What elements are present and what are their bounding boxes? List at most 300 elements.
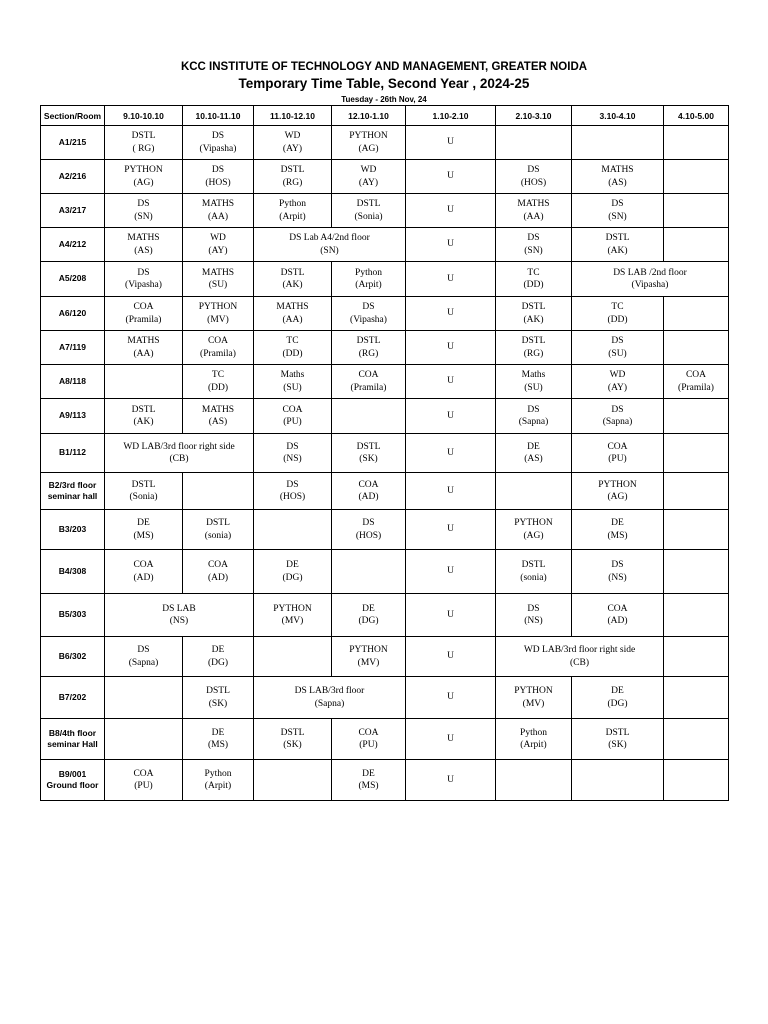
subject-label: U: [447, 651, 454, 662]
faculty-label: (Vipasha): [631, 280, 669, 290]
subject-label: DS: [137, 199, 150, 210]
table-row: [41, 719, 729, 760]
faculty-label: (SN): [134, 211, 153, 222]
empty-cell: [664, 194, 729, 228]
faculty-label: (Pramila): [200, 348, 236, 359]
faculty-label: (NS): [524, 616, 543, 626]
section-room-cell: [41, 160, 105, 194]
subject-label: WD: [360, 165, 377, 176]
class-cell: [496, 365, 572, 399]
class-cell: [183, 719, 254, 760]
subject-label: U: [447, 342, 454, 353]
class-cell: [496, 550, 572, 594]
table-row: [41, 550, 729, 594]
subject-label: MATHS: [517, 199, 550, 210]
subject-label: DE: [611, 686, 624, 697]
subject-label: DS: [362, 518, 375, 529]
subject-label: COA: [207, 560, 229, 571]
subject-label: WD: [609, 370, 626, 381]
faculty-label: (DD): [282, 348, 303, 359]
faculty-label: (MV): [207, 314, 229, 325]
class-cell: [496, 228, 572, 262]
subject-label: DS LAB: [162, 603, 196, 614]
subject-label: DSTL: [131, 479, 156, 490]
faculty-label: (RG): [282, 177, 303, 188]
faculty-label: (MS): [607, 530, 628, 541]
class-cell: [572, 160, 664, 194]
subject-label: DE: [211, 645, 225, 656]
subject-label: DE: [286, 560, 299, 571]
class-cell: [105, 194, 183, 228]
faculty-label: (Sapna): [128, 657, 159, 668]
class-cell: [332, 434, 406, 473]
section-room-cell: [41, 331, 105, 365]
subject-label: COA: [282, 404, 303, 415]
class-cell: [254, 594, 332, 637]
section-room-cell: [41, 399, 105, 434]
section-room-label: B9/001: [58, 768, 87, 779]
faculty-label: (Pramila): [125, 314, 162, 325]
faculty-label: (DD): [523, 280, 544, 290]
subject-label: MATHS: [127, 233, 160, 244]
subject-label: COA: [685, 370, 707, 381]
class-cell: [332, 637, 406, 677]
class-cell: [183, 160, 254, 194]
faculty-label: (AY): [607, 382, 628, 393]
subject-label: U: [447, 774, 454, 785]
subject-label: DE: [211, 727, 225, 738]
section-room-cell: [41, 228, 105, 262]
section-room-label: A6/120: [58, 307, 87, 318]
class-cell: [496, 510, 572, 550]
class-cell: [496, 160, 572, 194]
class-cell: [406, 637, 496, 677]
column-header-timeslot: 12.10-1.10: [332, 106, 406, 126]
class-cell: [332, 331, 406, 365]
faculty-label: (SU): [208, 280, 228, 290]
class-cell: [572, 297, 664, 331]
class-cell: [406, 719, 496, 760]
empty-cell: [664, 677, 729, 719]
class-cell: [332, 126, 406, 160]
subject-label: U: [447, 524, 454, 535]
faculty-label: (HOS): [279, 492, 306, 502]
class-cell: [406, 760, 496, 801]
faculty-label: (SK): [283, 740, 302, 750]
section-room-cell: [41, 473, 105, 510]
subject-label: TC: [286, 336, 299, 347]
empty-cell: [254, 637, 332, 677]
subject-label: U: [447, 205, 454, 216]
faculty-label: (DG): [207, 657, 229, 668]
class-cell: [572, 510, 664, 550]
class-cell: [254, 550, 332, 594]
subject-label: DS Lab A4/2nd floor: [289, 233, 370, 244]
class-cell: [105, 399, 183, 434]
class-cell: [254, 719, 332, 760]
class-cell: [496, 637, 664, 677]
table-row: [41, 510, 729, 550]
faculty-label: (AD): [133, 572, 154, 583]
subject-label: DSTL: [605, 727, 630, 738]
empty-cell: [496, 126, 572, 160]
subject-label: U: [447, 447, 454, 458]
table-row: [41, 594, 729, 637]
subject-label: DS: [527, 404, 540, 415]
section-room-cell: [41, 677, 105, 719]
empty-cell: [496, 760, 572, 801]
subject-label: DS: [527, 165, 540, 176]
section-room-label: A5/208: [58, 273, 87, 284]
faculty-label: (Arpit): [520, 740, 547, 750]
subject-label: DS: [611, 336, 624, 347]
section-room-label: seminar hall: [47, 491, 98, 501]
faculty-label: (SU): [608, 348, 627, 359]
class-cell: [332, 160, 406, 194]
section-room-cell: [41, 434, 105, 473]
subject-label: PYTHON: [349, 645, 388, 656]
subject-label: DE: [611, 518, 624, 529]
class-cell: [254, 297, 332, 331]
class-cell: [183, 228, 254, 262]
subject-label: COA: [607, 603, 628, 614]
faculty-label: (NS): [169, 616, 189, 626]
class-cell: [105, 473, 183, 510]
class-cell: [254, 434, 332, 473]
section-room-cell: [41, 550, 105, 594]
class-cell: [183, 399, 254, 434]
subject-label: MATHS: [201, 267, 235, 278]
faculty-label: (AK): [523, 314, 544, 325]
subject-label: DSTL: [356, 441, 381, 452]
subject-label: DS LAB/3rd floor: [294, 686, 365, 697]
faculty-label: (AD): [358, 492, 379, 502]
class-cell: [105, 126, 183, 160]
institute-name: KCC INSTITUTE OF TECHNOLOGY AND MANAGEMENT, GREATER NOIDA: [180, 61, 588, 73]
empty-cell: [664, 473, 729, 510]
table-row: [41, 473, 729, 510]
class-cell: [406, 126, 496, 160]
column-header-timeslot: 1.10-2.10: [406, 106, 496, 126]
subject-label: PYTHON: [198, 302, 238, 313]
class-cell: [105, 262, 183, 297]
empty-cell: [183, 473, 254, 510]
empty-cell: [664, 228, 729, 262]
section-room-cell: [41, 126, 105, 160]
subject-label: U: [447, 692, 454, 703]
subject-label: DS: [527, 603, 540, 614]
faculty-label: (HOS): [520, 177, 547, 188]
faculty-label: (PU): [283, 417, 302, 427]
class-cell: [572, 331, 664, 365]
subject-label: U: [447, 376, 454, 387]
subject-label: WD: [284, 131, 301, 142]
subject-label: DS: [137, 267, 150, 278]
subject-label: DSTL: [280, 267, 305, 278]
class-cell: [406, 262, 496, 297]
section-room-label: B4/308: [58, 565, 87, 576]
class-cell: [105, 594, 254, 637]
subject-label: COA: [133, 302, 154, 313]
subject-label: Maths: [280, 370, 305, 381]
section-room-label: A4/212: [58, 238, 87, 249]
empty-cell: [572, 760, 664, 801]
class-cell: [105, 637, 183, 677]
faculty-label: (sonia): [204, 530, 232, 541]
class-cell: [406, 194, 496, 228]
subject-label: DS: [611, 199, 624, 210]
faculty-label: (AG): [523, 530, 544, 541]
faculty-label: (AS): [524, 454, 543, 464]
subject-label: DE: [362, 768, 375, 779]
subject-label: DS LAB /2nd floor: [613, 267, 687, 278]
class-cell: [496, 331, 572, 365]
empty-cell: [664, 637, 729, 677]
faculty-label: (AD): [607, 616, 628, 626]
class-cell: [254, 194, 332, 228]
class-cell: [406, 434, 496, 473]
class-cell: [332, 473, 406, 510]
class-cell: [332, 297, 406, 331]
faculty-label: (SU): [283, 382, 302, 393]
section-room-cell: [41, 194, 105, 228]
faculty-label: (CB): [169, 454, 189, 464]
faculty-label: (AY): [282, 143, 303, 154]
column-header-timeslot: 4.10-5.00: [664, 106, 729, 126]
section-room-label: A9/113: [59, 410, 86, 421]
class-cell: [572, 228, 664, 262]
subject-label: DS: [362, 302, 375, 313]
class-cell: [183, 550, 254, 594]
subject-label: DS: [611, 560, 624, 571]
class-cell: [105, 760, 183, 801]
faculty-label: (DG): [358, 616, 379, 626]
faculty-label: (AG): [133, 177, 154, 188]
empty-cell: [496, 473, 572, 510]
class-cell: [332, 760, 406, 801]
class-cell: [664, 365, 729, 399]
class-cell: [183, 677, 254, 719]
subject-label: COA: [207, 336, 229, 347]
column-header-timeslot: 2.10-3.10: [496, 106, 572, 126]
faculty-label: (MV): [357, 657, 380, 668]
section-room-label: A7/119: [59, 341, 86, 352]
subject-label: DSTL: [521, 336, 546, 347]
empty-cell: [254, 510, 332, 550]
faculty-label: (AS): [608, 177, 627, 188]
column-header-section-room: Section/Room: [41, 106, 105, 126]
subject-label: DE: [137, 518, 150, 529]
subject-label: DS: [137, 645, 150, 656]
faculty-label: (HOS): [355, 530, 382, 541]
class-cell: [254, 473, 332, 510]
faculty-label: (sonia): [520, 572, 547, 583]
class-cell: [254, 228, 406, 262]
class-cell: [572, 262, 729, 297]
faculty-label: (SK): [608, 740, 627, 750]
class-cell: [105, 228, 183, 262]
subject-label: DSTL: [206, 686, 230, 697]
faculty-label: (Sapna): [518, 417, 549, 427]
empty-cell: [664, 331, 729, 365]
class-cell: [572, 399, 664, 434]
header-row: [41, 106, 729, 126]
subject-label: WD: [210, 233, 226, 244]
subject-label: MATHS: [201, 199, 235, 210]
subject-label: PYTHON: [124, 165, 163, 176]
subject-label: DS: [611, 404, 624, 415]
class-cell: [332, 262, 406, 297]
class-cell: [183, 760, 254, 801]
faculty-label: (DD): [207, 382, 229, 393]
class-cell: [105, 297, 183, 331]
subject-label: Python: [279, 199, 306, 210]
class-cell: [496, 194, 572, 228]
subject-label: U: [447, 609, 454, 620]
table-row: [41, 677, 729, 719]
class-cell: [406, 473, 496, 510]
table-row: [41, 194, 729, 228]
class-cell: [496, 399, 572, 434]
empty-cell: [664, 594, 729, 637]
subject-label: U: [447, 273, 454, 284]
faculty-label: (Vipasha): [199, 143, 237, 154]
class-cell: [572, 719, 664, 760]
class-cell: [183, 510, 254, 550]
section-room-cell: [41, 365, 105, 399]
class-cell: [406, 510, 496, 550]
subject-label: DSTL: [605, 233, 630, 244]
subject-label: DS: [527, 233, 540, 244]
empty-cell: [664, 160, 729, 194]
faculty-label: (MV): [281, 616, 304, 626]
section-room-cell: [41, 719, 105, 760]
faculty-label: (SU): [524, 382, 543, 393]
timetable: [40, 105, 729, 801]
class-cell: [496, 677, 572, 719]
section-room-cell: [41, 760, 105, 801]
subject-label: DS: [211, 131, 225, 142]
faculty-label: (NS): [608, 572, 627, 583]
subject-label: U: [447, 137, 454, 148]
class-cell: [406, 297, 496, 331]
faculty-label: (NS): [283, 454, 302, 464]
faculty-label: (AA): [523, 211, 544, 222]
table-row: [41, 399, 729, 434]
class-cell: [406, 550, 496, 594]
subject-label: COA: [358, 479, 379, 490]
faculty-label: (Vipasha): [125, 280, 162, 290]
table-row: [41, 228, 729, 262]
class-cell: [572, 677, 664, 719]
subject-label: TC: [527, 267, 540, 278]
table-row: [41, 262, 729, 297]
class-cell: [572, 594, 664, 637]
empty-cell: [332, 399, 406, 434]
class-cell: [105, 160, 183, 194]
section-room-label: B7/202: [58, 691, 87, 702]
section-room-label: Ground floor: [46, 780, 99, 790]
subject-label: Python: [355, 267, 382, 278]
subject-label: PYTHON: [514, 686, 553, 697]
class-cell: [406, 594, 496, 637]
section-room-label: A2/216: [58, 170, 87, 181]
faculty-label: (PU): [359, 740, 378, 750]
empty-cell: [254, 760, 332, 801]
subject-label: DSTL: [521, 560, 546, 571]
faculty-label: (SK): [359, 454, 378, 464]
empty-cell: [105, 677, 183, 719]
subject-label: DSTL: [521, 302, 546, 313]
class-cell: [496, 262, 572, 297]
table-row: [41, 126, 729, 160]
subject-label: U: [447, 171, 454, 182]
subject-label: DS: [286, 441, 299, 452]
faculty-label: (RG): [358, 348, 379, 359]
subject-label: DSTL: [356, 336, 381, 347]
class-cell: [572, 365, 664, 399]
faculty-label: (DG): [282, 572, 303, 583]
section-room-label: B1/112: [59, 447, 86, 458]
subject-label: COA: [133, 560, 154, 571]
subject-label: COA: [358, 727, 379, 738]
section-room-label: B2/3rd floor: [48, 479, 97, 490]
class-cell: [572, 434, 664, 473]
faculty-label: (MV): [522, 698, 545, 709]
faculty-label: (PU): [608, 454, 627, 464]
table-row: [41, 365, 729, 399]
subject-label: U: [447, 308, 454, 319]
subject-label: U: [447, 485, 454, 496]
subject-label: COA: [607, 441, 628, 452]
faculty-label: (MS): [358, 781, 379, 791]
faculty-label: (AA): [133, 348, 154, 359]
timetable-title: Temporary Time Table, Second Year , 2024-25: [238, 76, 530, 91]
section-room-cell: [41, 637, 105, 677]
class-cell: [406, 228, 496, 262]
subject-label: Python: [520, 727, 547, 738]
section-room-cell: [41, 262, 105, 297]
faculty-label: (Arpit): [204, 781, 232, 791]
subject-label: U: [447, 566, 454, 577]
faculty-label: (AG): [358, 143, 379, 154]
empty-cell: [572, 126, 664, 160]
class-cell: [406, 365, 496, 399]
faculty-label: (RG): [523, 348, 544, 359]
class-cell: [496, 297, 572, 331]
class-cell: [183, 331, 254, 365]
class-cell: [406, 160, 496, 194]
class-cell: [332, 594, 406, 637]
faculty-label: (SN): [320, 245, 339, 256]
faculty-label: (AY): [208, 245, 228, 256]
class-cell: [254, 399, 332, 434]
empty-cell: [105, 719, 183, 760]
faculty-label: (Sapna): [314, 698, 345, 709]
subject-label: MATHS: [601, 165, 634, 176]
class-cell: [254, 160, 332, 194]
subject-label: MATHS: [201, 404, 235, 415]
class-cell: [183, 262, 254, 297]
section-room-cell: [41, 297, 105, 331]
faculty-label: (Sonia): [354, 211, 383, 222]
subject-label: DE: [527, 441, 540, 452]
section-room-label: A8/118: [59, 375, 86, 386]
section-room-cell: [41, 594, 105, 637]
empty-cell: [664, 550, 729, 594]
subject-label: Maths: [521, 370, 546, 381]
class-cell: [332, 719, 406, 760]
